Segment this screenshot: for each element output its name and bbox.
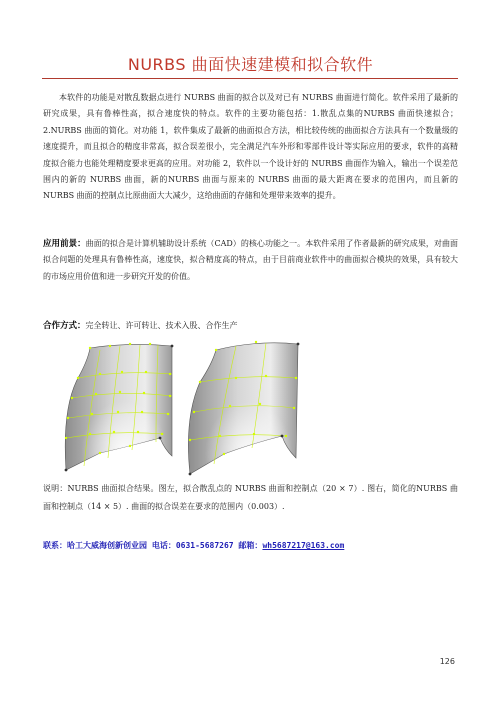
page-number: 126 — [439, 657, 455, 666]
cooperation-text: 完全转让、许可转让、技术入股、合作生产 — [85, 321, 238, 330]
nurbs-surface-figure — [60, 338, 310, 478]
contact-line — [43, 540, 458, 551]
cooperation-label: 合作方式： — [43, 321, 86, 331]
contact-text: 联系：哈工大威海创新创业园 电话：0631-5687267 邮箱： — [43, 541, 263, 550]
figure-caption: 说明：NURBS 曲面拟合结果。图左，拟合散乱点的 NURBS 曲面和控制点（20 × 7）. 图右，简化的NURBS 曲面和控制点（14 × 5）. 曲面的拟合误差在要求的范围内（0.003）. — [43, 484, 458, 511]
application-label: 应用前景： — [43, 239, 86, 249]
title-divider — [42, 78, 458, 79]
email-link[interactable]: wh5687217@163.com — [262, 541, 345, 550]
simplified-surface-right — [188, 341, 299, 476]
application-paragraph — [43, 236, 458, 285]
fitted-surface-left — [65, 343, 174, 472]
page-title: NURBS 曲面快速建模和拟合软件 — [127, 55, 374, 74]
application-text: 曲面的拟合是计算机辅助设计系统（CAD）的核心功能之一。本软件采用了作者最新的研究成果，对曲面拟合问题的处理具有鲁棒性高，速度快，拟合精度高的特点，由于目前商业软件中的曲面拟合模块的效果，具有较大的市场应用价值和进一步研究开发的价值。 — [43, 239, 458, 281]
cooperation-paragraph — [43, 318, 458, 334]
intro-paragraph: 本软件的功能是对散乱数据点进行 NURBS 曲面的拟合以及对已有 NURBS 曲面进行简化。软件采用了最新的研究成果，具有鲁棒性高，拟合速度快的特点。软件的主要功能包括：1.散乱点集的NURBS 曲面快速拟合；2.NURBS 曲面的简化。对功能 1，软件集成了最新的曲面拟合方法，相比较传统的曲面拟合方法具有一个数量级的速度提升，而且拟合的精度非常高，拟合误差很小，完全满足汽车外形和零部件设计等实际应用的要求，软件的高精度拟合能力也能处理精度要求更高的应用。对功能 2，软件以一个设计好的 NURBS 曲面作为输入，输出一个误差范围内的新的 NURBS 曲面，新的NURBS 曲面与原来的 NURBS 曲面的最大距离在要求的范围内，而且新的 NURBS 曲面的控制点比原曲面大大减少，这给曲面的存储和处理带来效率的提升。 — [43, 93, 458, 201]
